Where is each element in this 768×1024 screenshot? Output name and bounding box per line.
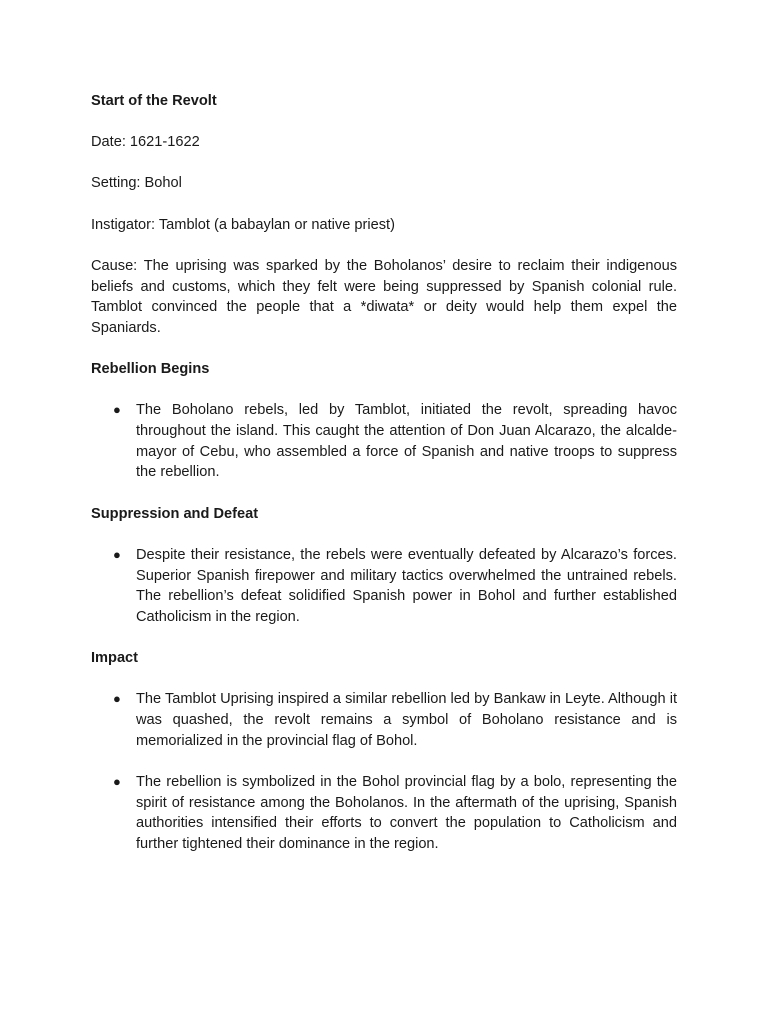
list-item-text: The rebellion is symbolized in the Bohol provincial flag by a bolo, representing the spirit of resistance among the Boholanos. In the aftermath of the uprising, Spanish authorities intensified their efforts to convert the population to Catholicism and further tightened their dominance in the region. <box>136 773 677 853</box>
section-heading-impact: Impact <box>91 650 139 667</box>
date-line: Date: 1621-1622 <box>91 134 200 151</box>
bullet-icon: ● <box>113 402 121 418</box>
document-page <box>91 91 677 855</box>
instigator-line: Instigator: Tamblot (a babaylan or native priest) <box>91 216 395 233</box>
document-title: Start of the Revolt <box>91 93 217 109</box>
section-heading-rebellion-begins: Rebellion Begins <box>91 361 210 378</box>
list-item-text: The Tamblot Uprising inspired a similar rebellion led by Bankaw in Leyte. Although it was quashed, the revolt remains a symbol of Boholano resistance and is memorialized in the provincial flag of Bohol. <box>136 691 677 749</box>
list-item <box>91 772 677 855</box>
cause-paragraph: Cause: The uprising was sparked by the Boholanos’ desire to reclaim their indigenous beliefs and customs, which they felt were being suppressed by Spanish colonial rule. Tamblot convinced the people that a *diwata* or deity would help them expel the Spaniards. <box>91 257 677 336</box>
setting-line: Setting: Bohol <box>91 175 182 192</box>
bullet-icon: ● <box>113 546 121 562</box>
list-item <box>91 545 677 628</box>
section-heading-suppression-and-defeat: Suppression and Defeat <box>91 505 259 522</box>
bullet-icon: ● <box>113 773 121 789</box>
list-item <box>91 400 677 483</box>
bullet-icon: ● <box>113 691 121 707</box>
list-item-text: The Boholano rebels, led by Tamblot, initiated the revolt, spreading havoc throughout the island. This caught the attention of Don Juan Alcarazo, the alcalde-mayor of Cebu, who assembled a force of Spanish and native troops to suppress the rebellion. <box>136 402 677 481</box>
list-item-text: Despite their resistance, the rebels were eventually defeated by Alcarazo’s forces. Superior Spanish firepower and military tactics overwhelmed the untrained rebels. The rebellion’s defeat solidified Spanish power in Bohol and further established Catholicism in the region. <box>136 546 677 625</box>
list-item <box>91 689 677 751</box>
